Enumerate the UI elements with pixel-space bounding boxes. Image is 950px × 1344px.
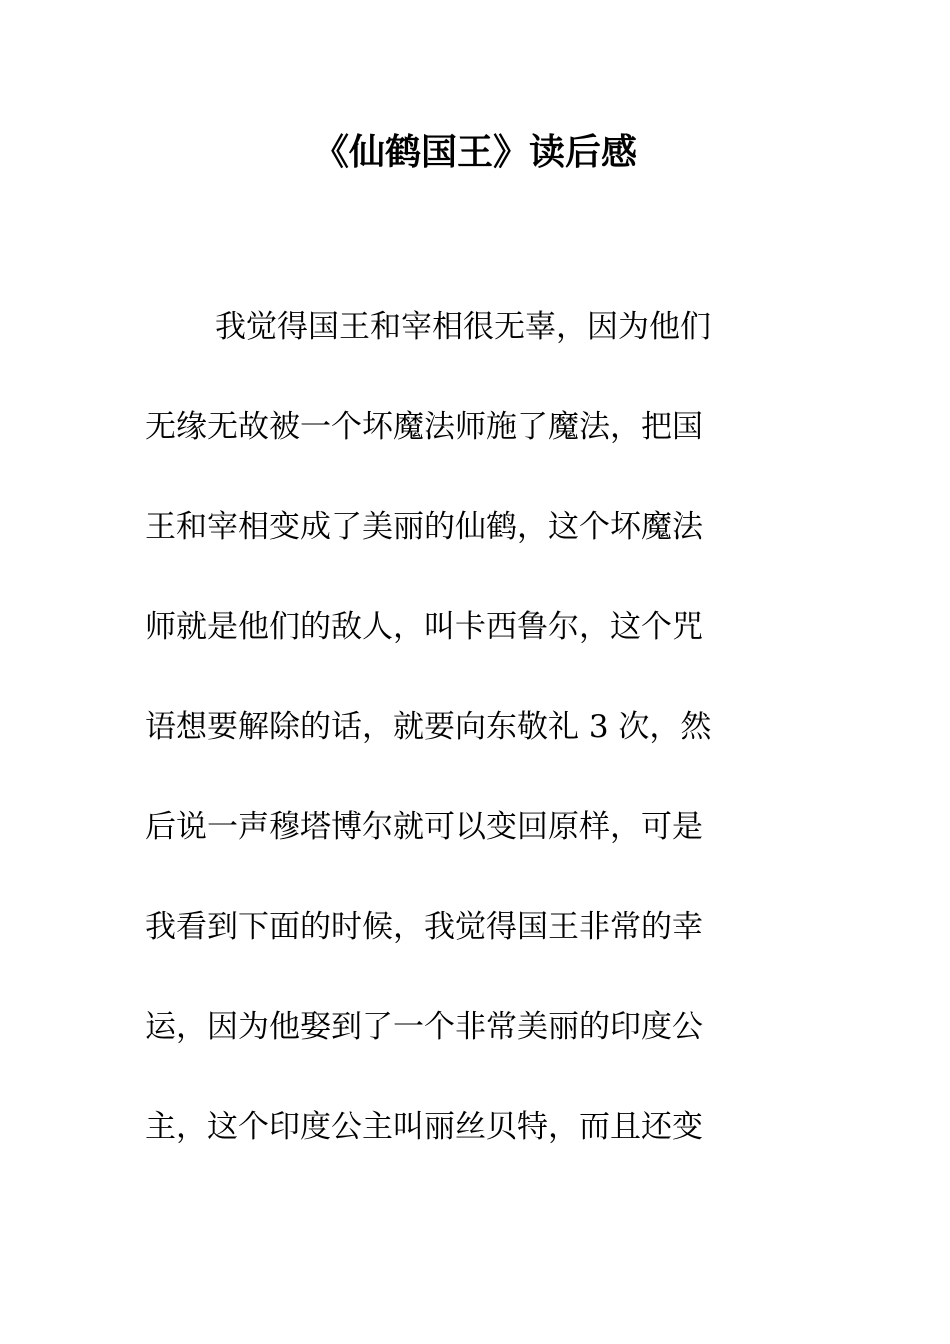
paragraph-line: 我觉得国王和宰相很无辜，因为他们 — [215, 309, 711, 345]
paragraph-line: 师就是他们的敌人，叫卡西鲁尔，这个咒 — [145, 609, 703, 645]
document-title: 《仙鹤国王》读后感 — [312, 132, 637, 173]
paragraph-line: 我看到下面的时候，我觉得国王非常的幸 — [145, 909, 703, 945]
paragraph-line: 语想要解除的话，就要向东敬礼 3 次，然 — [145, 709, 712, 745]
paragraph-line: 运，因为他娶到了一个非常美丽的印度公 — [145, 1009, 703, 1045]
paragraph-line: 无缘无故被一个坏魔法师施了魔法，把国 — [145, 409, 703, 445]
paragraph-line: 后说一声穆塔博尔就可以变回原样，可是 — [145, 809, 703, 845]
essay-body — [145, 302, 785, 1202]
paragraph-line: 王和宰相变成了美丽的仙鹤，这个坏魔法 — [145, 509, 703, 545]
paragraph-line: 主，这个印度公主叫丽丝贝特，而且还变 — [145, 1109, 703, 1145]
